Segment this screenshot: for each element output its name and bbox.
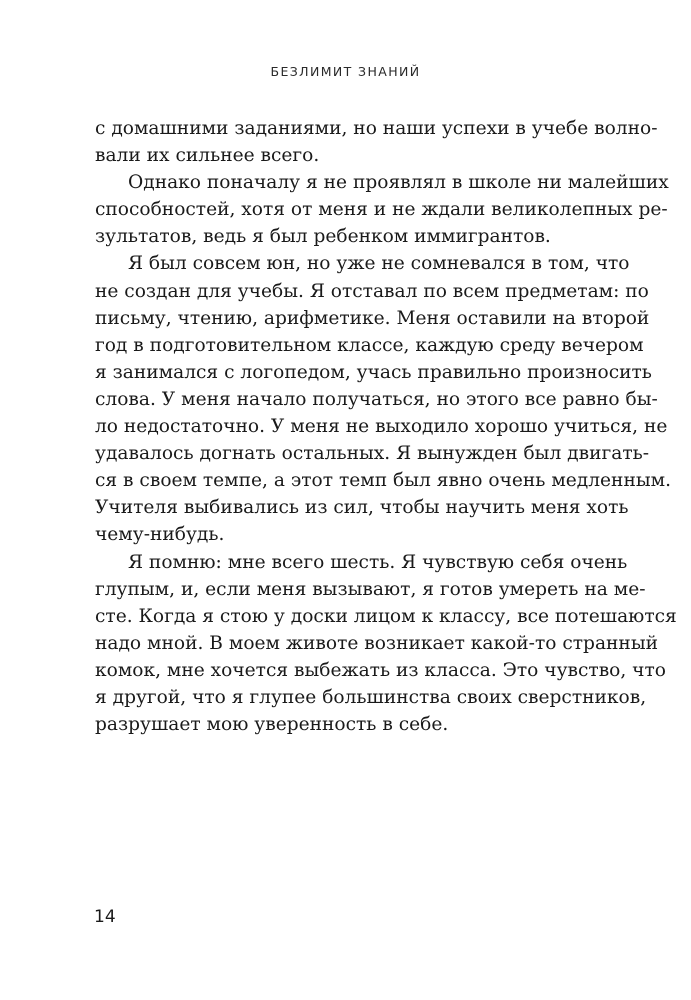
text-line: с домашними заданиями, но наши успехи в учебе волно- xyxy=(95,118,658,139)
paragraph xyxy=(95,549,677,739)
text-line: чему-нибудь. xyxy=(95,524,225,546)
text-line: глупым, и, если меня вызывают, я готов умереть на ме- xyxy=(95,578,646,600)
text-line: Однако поначалу я не проявлял в школе ни малейших xyxy=(128,172,669,194)
text-line: удавалось догнать остальных. Я вынужден был двигать- xyxy=(95,443,650,465)
text-line: комок, мне хочется выбежать из класса. Это чувство, что xyxy=(95,659,666,681)
text-line: Я помню: мне всего шесть. Я чувствую себя очень xyxy=(128,551,628,573)
text-line: год в подготовительном классе, каждую среду вечером xyxy=(95,334,644,356)
paragraph xyxy=(95,250,672,548)
paragraph xyxy=(95,169,669,250)
text-line: надо мной. В моем животе возникает какой-то странный xyxy=(95,632,659,654)
text-line: разрушает мою уверенность в себе. xyxy=(95,714,449,736)
text-line: способностей, хотя от меня и не ждали великолепных ре- xyxy=(95,199,668,221)
text-line: зультатов, ведь я был ребенком иммигрантов. xyxy=(95,226,551,248)
text-line: письму, чтению, арифметике. Меня оставили на второй xyxy=(95,307,650,329)
text-line: не создан для учебы. Я отставал по всем предметам: по xyxy=(95,280,649,302)
page-number: 14 xyxy=(94,907,116,927)
text-line: сте. Когда я стою у доски лицом к классу, все потешаются xyxy=(95,605,677,627)
text-line: я другой, что я глупее большинства своих сверстников, xyxy=(95,686,647,708)
text-line: Учителя выбивались из сил, чтобы научить меня хоть xyxy=(95,497,629,519)
body-text xyxy=(95,115,677,738)
text-line: я занимался с логопедом, учась правильно произносить xyxy=(95,361,652,383)
paragraph xyxy=(95,115,658,169)
text-line: ло недостаточно. У меня не выходило хорошо учиться, не xyxy=(95,416,668,438)
running-head: БЕЗЛИМИТ ЗНАНИЙ xyxy=(270,64,421,79)
text-line: ся в своем темпе, а этот темп был явно очень медленным. xyxy=(95,470,672,492)
text-line: Я был совсем юн, но уже не сомневался в том, что xyxy=(128,253,630,275)
text-line: вали их сильнее всего. xyxy=(95,145,320,167)
text-line: слова. У меня начало получаться, но этого все равно бы- xyxy=(95,388,658,410)
